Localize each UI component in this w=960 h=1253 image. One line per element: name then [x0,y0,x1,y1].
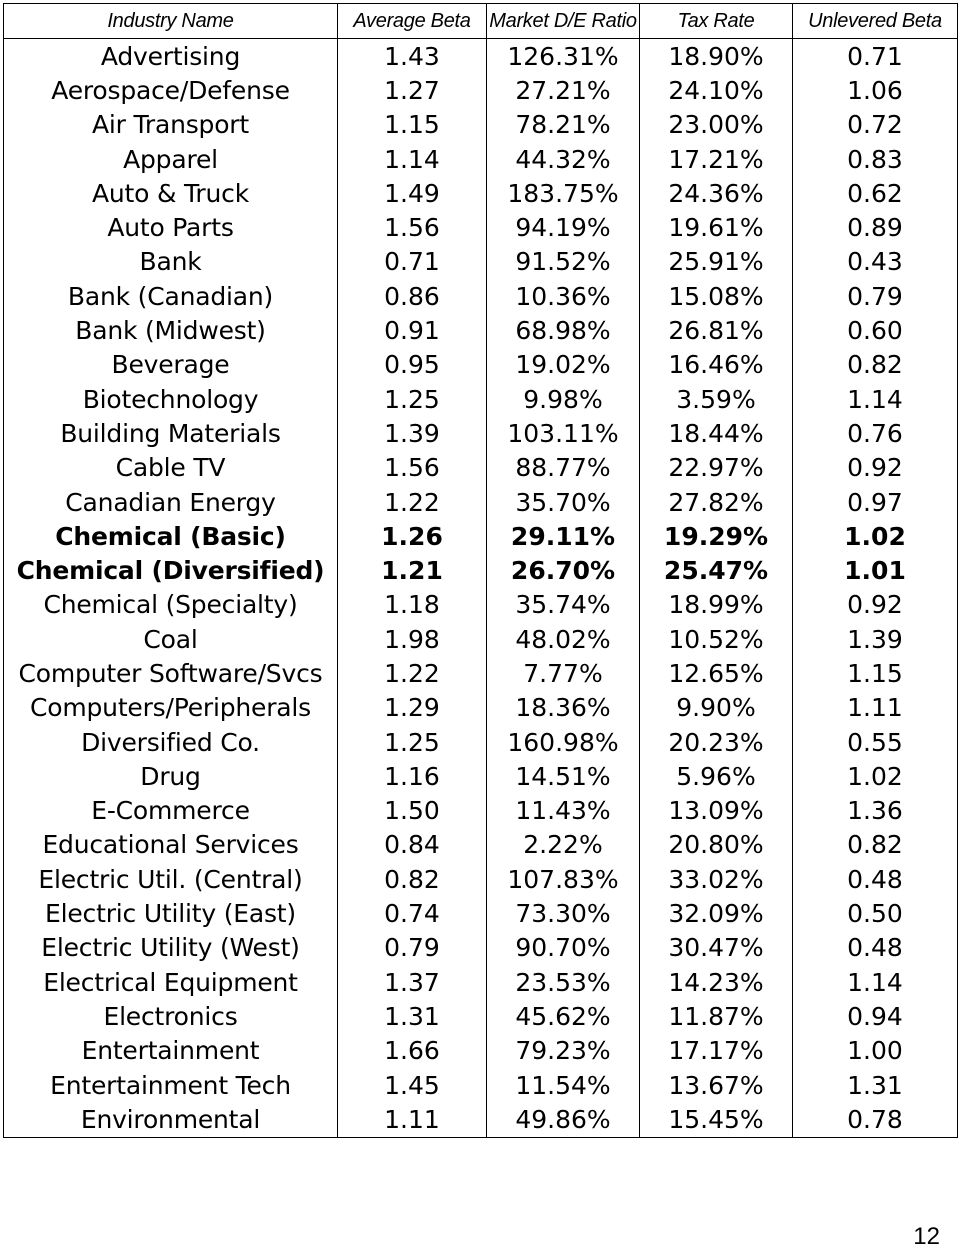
market-de-ratio-cell: 27.21% [487,73,640,107]
industry-name-cell: Bank [4,245,338,279]
average-beta-cell: 1.21 [338,553,487,587]
header-unlevered-beta: Unlevered Beta [793,4,958,39]
tax-rate-cell: 5.96% [640,759,793,793]
tax-rate-cell: 13.67% [640,1068,793,1102]
market-de-ratio-cell: 19.02% [487,348,640,382]
market-de-ratio-cell: 11.43% [487,794,640,828]
market-de-ratio-cell: 45.62% [487,999,640,1033]
tax-rate-cell: 19.29% [640,519,793,553]
market-de-ratio-cell: 26.70% [487,553,640,587]
unlevered-beta-cell: 0.78 [793,1102,958,1137]
unlevered-beta-cell: 1.14 [793,965,958,999]
industry-name-cell: E-Commerce [4,794,338,828]
unlevered-beta-cell: 1.14 [793,382,958,416]
market-de-ratio-cell: 91.52% [487,245,640,279]
tax-rate-cell: 26.81% [640,313,793,347]
market-de-ratio-cell: 2.22% [487,828,640,862]
unlevered-beta-cell: 0.55 [793,725,958,759]
average-beta-cell: 0.74 [338,896,487,930]
table-row [4,931,958,965]
tax-rate-cell: 25.91% [640,245,793,279]
unlevered-beta-cell: 0.97 [793,485,958,519]
industry-name-cell: Electric Util. (Central) [4,862,338,896]
industry-name-cell: Environmental [4,1102,338,1137]
industry-name-cell: Diversified Co. [4,725,338,759]
tax-rate-cell: 13.09% [640,794,793,828]
table-row [4,142,958,176]
industry-name-cell: Air Transport [4,108,338,142]
header-market-de-ratio: Market D/E Ratio [487,4,640,39]
industry-name-cell: Cable TV [4,451,338,485]
market-de-ratio-cell: 29.11% [487,519,640,553]
market-de-ratio-cell: 11.54% [487,1068,640,1102]
unlevered-beta-cell: 0.94 [793,999,958,1033]
tax-rate-cell: 24.10% [640,73,793,107]
unlevered-beta-cell: 0.71 [793,39,958,74]
average-beta-cell: 1.98 [338,622,487,656]
industry-name-cell: Bank (Midwest) [4,313,338,347]
market-de-ratio-cell: 9.98% [487,382,640,416]
unlevered-beta-cell: 0.89 [793,210,958,244]
table-row [4,519,958,553]
market-de-ratio-cell: 183.75% [487,176,640,210]
table-row [4,108,958,142]
industry-name-cell: Auto Parts [4,210,338,244]
unlevered-beta-cell: 0.72 [793,108,958,142]
industry-name-cell: Electronics [4,999,338,1033]
tax-rate-cell: 18.90% [640,39,793,74]
tax-rate-cell: 23.00% [640,108,793,142]
industry-name-cell: Biotechnology [4,382,338,416]
average-beta-cell: 1.49 [338,176,487,210]
industry-name-cell: Electrical Equipment [4,965,338,999]
tax-rate-cell: 20.80% [640,828,793,862]
average-beta-cell: 1.39 [338,416,487,450]
tax-rate-cell: 18.44% [640,416,793,450]
average-beta-cell: 0.71 [338,245,487,279]
tax-rate-cell: 18.99% [640,588,793,622]
tax-rate-cell: 15.08% [640,279,793,313]
industry-name-cell: Entertainment Tech [4,1068,338,1102]
header-industry-name: Industry Name [4,4,338,39]
table-row [4,691,958,725]
market-de-ratio-cell: 35.70% [487,485,640,519]
unlevered-beta-cell: 1.31 [793,1068,958,1102]
table-row [4,862,958,896]
industry-name-cell: Electric Utility (East) [4,896,338,930]
average-beta-cell: 1.27 [338,73,487,107]
average-beta-cell: 1.25 [338,382,487,416]
tax-rate-cell: 24.36% [640,176,793,210]
table-row [4,656,958,690]
industry-name-cell: Chemical (Diversified) [4,553,338,587]
unlevered-beta-cell: 1.36 [793,794,958,828]
unlevered-beta-cell: 0.60 [793,313,958,347]
unlevered-beta-cell: 0.43 [793,245,958,279]
market-de-ratio-cell: 73.30% [487,896,640,930]
industry-name-cell: Chemical (Basic) [4,519,338,553]
table-row [4,485,958,519]
market-de-ratio-cell: 10.36% [487,279,640,313]
market-de-ratio-cell: 7.77% [487,656,640,690]
tax-rate-cell: 17.21% [640,142,793,176]
average-beta-cell: 1.26 [338,519,487,553]
tax-rate-cell: 20.23% [640,725,793,759]
table-row [4,416,958,450]
table-row [4,725,958,759]
market-de-ratio-cell: 14.51% [487,759,640,793]
market-de-ratio-cell: 48.02% [487,622,640,656]
table-body [4,39,958,1138]
table-row [4,382,958,416]
market-de-ratio-cell: 90.70% [487,931,640,965]
header-average-beta: Average Beta [338,4,487,39]
table-row [4,999,958,1033]
average-beta-cell: 1.29 [338,691,487,725]
average-beta-cell: 1.16 [338,759,487,793]
unlevered-beta-cell: 0.76 [793,416,958,450]
unlevered-beta-cell: 0.62 [793,176,958,210]
average-beta-cell: 1.50 [338,794,487,828]
industry-name-cell: Bank (Canadian) [4,279,338,313]
industry-beta-sheet [3,3,957,1138]
unlevered-beta-cell: 0.83 [793,142,958,176]
tax-rate-cell: 27.82% [640,485,793,519]
average-beta-cell: 0.95 [338,348,487,382]
industry-name-cell: Entertainment [4,1034,338,1068]
market-de-ratio-cell: 49.86% [487,1102,640,1137]
average-beta-cell: 1.56 [338,210,487,244]
tax-rate-cell: 16.46% [640,348,793,382]
average-beta-cell: 1.56 [338,451,487,485]
tax-rate-cell: 15.45% [640,1102,793,1137]
tax-rate-cell: 14.23% [640,965,793,999]
market-de-ratio-cell: 35.74% [487,588,640,622]
header-tax-rate: Tax Rate [640,4,793,39]
unlevered-beta-cell: 0.82 [793,348,958,382]
table-row [4,348,958,382]
unlevered-beta-cell: 0.79 [793,279,958,313]
industry-name-cell: Apparel [4,142,338,176]
market-de-ratio-cell: 126.31% [487,39,640,74]
tax-rate-cell: 33.02% [640,862,793,896]
table-row [4,313,958,347]
average-beta-cell: 1.18 [338,588,487,622]
table-row [4,245,958,279]
industry-name-cell: Computers/Peripherals [4,691,338,725]
table-row [4,828,958,862]
industry-name-cell: Canadian Energy [4,485,338,519]
average-beta-cell: 1.22 [338,656,487,690]
table-row [4,73,958,107]
unlevered-beta-cell: 0.50 [793,896,958,930]
tax-rate-cell: 12.65% [640,656,793,690]
unlevered-beta-cell: 0.82 [793,828,958,862]
industry-name-cell: Electric Utility (West) [4,931,338,965]
tax-rate-cell: 30.47% [640,931,793,965]
market-de-ratio-cell: 107.83% [487,862,640,896]
table-header [4,4,958,39]
unlevered-beta-cell: 1.02 [793,759,958,793]
average-beta-cell: 1.66 [338,1034,487,1068]
table-row [4,794,958,828]
market-de-ratio-cell: 88.77% [487,451,640,485]
tax-rate-cell: 3.59% [640,382,793,416]
table-row [4,279,958,313]
unlevered-beta-cell: 1.15 [793,656,958,690]
table-row [4,1102,958,1137]
market-de-ratio-cell: 103.11% [487,416,640,450]
unlevered-beta-cell: 0.92 [793,588,958,622]
average-beta-cell: 0.91 [338,313,487,347]
tax-rate-cell: 25.47% [640,553,793,587]
average-beta-cell: 0.82 [338,862,487,896]
average-beta-cell: 0.79 [338,931,487,965]
average-beta-cell: 1.43 [338,39,487,74]
market-de-ratio-cell: 68.98% [487,313,640,347]
unlevered-beta-cell: 1.00 [793,1034,958,1068]
tax-rate-cell: 10.52% [640,622,793,656]
market-de-ratio-cell: 78.21% [487,108,640,142]
industry-name-cell: Educational Services [4,828,338,862]
market-de-ratio-cell: 44.32% [487,142,640,176]
industry-beta-table [3,3,958,1138]
unlevered-beta-cell: 1.02 [793,519,958,553]
unlevered-beta-cell: 0.48 [793,931,958,965]
market-de-ratio-cell: 160.98% [487,725,640,759]
industry-name-cell: Chemical (Specialty) [4,588,338,622]
average-beta-cell: 1.37 [338,965,487,999]
average-beta-cell: 1.31 [338,999,487,1033]
page-number: 12 [913,1223,940,1250]
unlevered-beta-cell: 0.92 [793,451,958,485]
industry-name-cell: Aerospace/Defense [4,73,338,107]
table-row [4,759,958,793]
table-row [4,210,958,244]
industry-name-cell: Beverage [4,348,338,382]
table-row [4,896,958,930]
tax-rate-cell: 19.61% [640,210,793,244]
tax-rate-cell: 17.17% [640,1034,793,1068]
unlevered-beta-cell: 1.06 [793,73,958,107]
unlevered-beta-cell: 0.48 [793,862,958,896]
table-row [4,176,958,210]
unlevered-beta-cell: 1.11 [793,691,958,725]
average-beta-cell: 1.14 [338,142,487,176]
average-beta-cell: 1.11 [338,1102,487,1137]
industry-name-cell: Coal [4,622,338,656]
tax-rate-cell: 22.97% [640,451,793,485]
market-de-ratio-cell: 18.36% [487,691,640,725]
table-row [4,451,958,485]
average-beta-cell: 0.86 [338,279,487,313]
tax-rate-cell: 11.87% [640,999,793,1033]
tax-rate-cell: 9.90% [640,691,793,725]
tax-rate-cell: 32.09% [640,896,793,930]
table-row [4,1068,958,1102]
average-beta-cell: 1.22 [338,485,487,519]
market-de-ratio-cell: 94.19% [487,210,640,244]
unlevered-beta-cell: 1.39 [793,622,958,656]
industry-name-cell: Auto & Truck [4,176,338,210]
industry-name-cell: Computer Software/Svcs [4,656,338,690]
table-row [4,965,958,999]
unlevered-beta-cell: 1.01 [793,553,958,587]
average-beta-cell: 1.15 [338,108,487,142]
table-row [4,39,958,74]
average-beta-cell: 0.84 [338,828,487,862]
header-row [4,4,958,39]
industry-name-cell: Drug [4,759,338,793]
table-row [4,622,958,656]
table-row [4,1034,958,1068]
industry-name-cell: Building Materials [4,416,338,450]
market-de-ratio-cell: 79.23% [487,1034,640,1068]
market-de-ratio-cell: 23.53% [487,965,640,999]
industry-name-cell: Advertising [4,39,338,74]
table-row [4,553,958,587]
table-row [4,588,958,622]
average-beta-cell: 1.25 [338,725,487,759]
average-beta-cell: 1.45 [338,1068,487,1102]
